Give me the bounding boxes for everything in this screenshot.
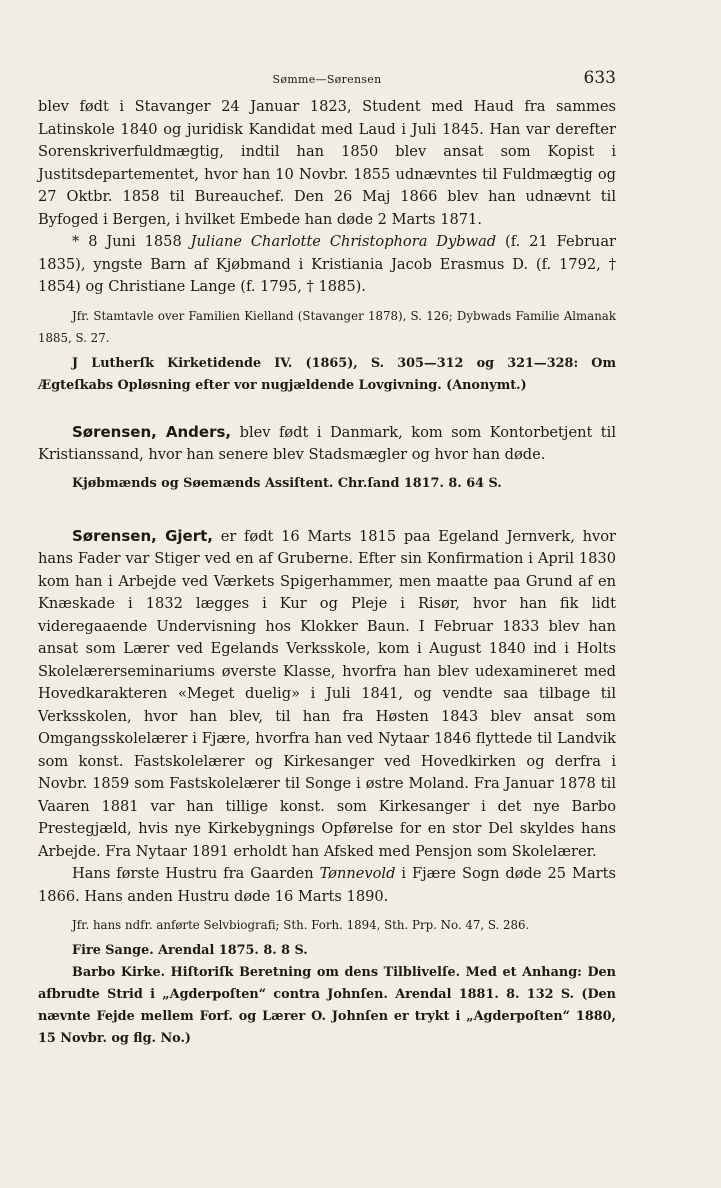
entry-gjert-text: er født 16 Marts 1815 paa Egeland Jernverk, hvor hans Fader var Stiger ved en af Gruberne. Efter sin Konfirmation i April 1830 kom han i Arbejde ved Værkets Spigerhammer, men maatte paa Grund af en Knæskade i 1832 lægges i Kur og Pleje i Risør, hvor han fik lidt videregaaende Undervisning hos Klokker Baun. I Februar 1833 blev han ansat som Lærer ved Egelands Verksskole, kom i August 1840 ind i Holts Skolelærerseminariums øverste Klasse, hvorfra han blev udexamineret med Hovedkarakteren «Meget duelig» i Juli 1841, og vendte saa tilbage til Verksskolen, hvor han blev, til han fra Høsten 1843 blev ansat som Omgangsskolelærer i Fjære, hvorfra han ved Nytaar 1846 flyttede til Landvik som konst. Fastskolelærer og Kirkesanger ved Hovedkirken og derfra i Novbr. 1859 som Fastskolelærer til Songe i østre Moland. Fra Januar 1878 til Vaaren 1881 var han tillige konst. som Kirkesanger i det nye Barbo Prestegjæld, hvis nye Kirkebygnings Opførelse for en stor Del skyldes hans Arbejde. Fra Nytaar 1891 erholdt han Afsked med Pensjon som Skolelærer. (38, 527, 616, 860)
gjert-marriage-pre: Hans første Hustru fra Gaarden (72, 865, 320, 882)
entry-gjert-heading: Sørensen, Gjert, (72, 526, 214, 545)
marriage-date: * 8 Juni 1858 (72, 233, 191, 250)
spouse-name: Juliane Charlotte Christophora Dybwad (190, 233, 497, 250)
entry-anders-work: Kjøbmænds og Søemænds Assiſtent. Chr.ſand 1817. 8. 64 S. (72, 475, 502, 491)
entry-somme-marriage (38, 231, 616, 299)
entry-anders-text: blev født i Danmark, kom som Kontorbetjent til Kristianssand, hvor han senere blev Stadsmægler og hvor han døde. (38, 423, 617, 463)
gjert-marriage-post: i Fjære Sogn døde 25 Marts 1866. Hans anden Hustru døde 16 Marts 1890. (38, 865, 616, 905)
page-header (38, 62, 616, 96)
entry-gjert-reference: Jfr. hans ndfr. anførte Selvbiografi; Sth. Forh. 1894, Sth. Prp. No. 47, S. 286. (72, 918, 530, 932)
entry-somme-reference: Jfr. Stamtavle over Familien Kielland (Stavanger 1878), S. 126; Dybwads Familie Almanak 1885, S. 27. (38, 308, 616, 345)
entry-gjert-marriage (38, 863, 616, 908)
entry-somme-work: J Lutherſk Kirketidende IV. (1865), S. 305—312 og 321—328: Om Ægteſkabs Opløsning efter vor nugjældende Lovgivning. (Anonymt.) (38, 355, 616, 393)
page-number: 633 (583, 68, 616, 88)
entry-anders-heading: Sørensen, Anders, (72, 422, 232, 441)
farm-name: Tønnevold (319, 865, 396, 882)
running-head: Sømme—Sørensen (272, 73, 382, 86)
entry-gjert-work-1: Fire Sange. Arendal 1875. 8. 8 S. (72, 943, 308, 958)
entry-gjert-work-2: Barbo Kirke. Hiſtoriſk Beretning om dens Tilblivelſe. Med et Anhang: Den afbrudte Strid i „Agderpoſten“ contra Johnſen. Arendal 1881. 8. 132 S. (Den nævnte Fejde mellem Forf. og Lærer O. Johnſen er trykt i „Agderpoſten“ 1880, 15 Novbr. og flg. No.) (38, 965, 616, 1046)
page (38, 62, 616, 1050)
entry-somme-paragraph: blev født i Stavanger 24 Januar 1823, Student med Haud fra sammes Latinskole 1840 og juridisk Kandidat med Laud i Juli 1845. Han var derefter Sorenskriverfuldmægtig, indtil han 1850 blev ansat som Kopist i Justitsdepartementet, hvor han 10 Novbr. 1855 udnævntes til Fuldmægtig og 27 Oktbr. 1858 til Bureauchef. Den 26 Maj 1866 blev han udnævnt til Byfoged i Bergen, i hvilket Embede han døde 2 Marts 1871. (38, 98, 616, 228)
entry-anders (38, 421, 616, 467)
entry-gjert (38, 525, 616, 864)
marriage-details: (f. 21 Februar 1835), yngste Barn af Kjøbmand i Kristiania Jacob Erasmus D. (f. 1792, † 1854) og Christiane Lange (f. 1795, † 1885). (38, 233, 616, 295)
